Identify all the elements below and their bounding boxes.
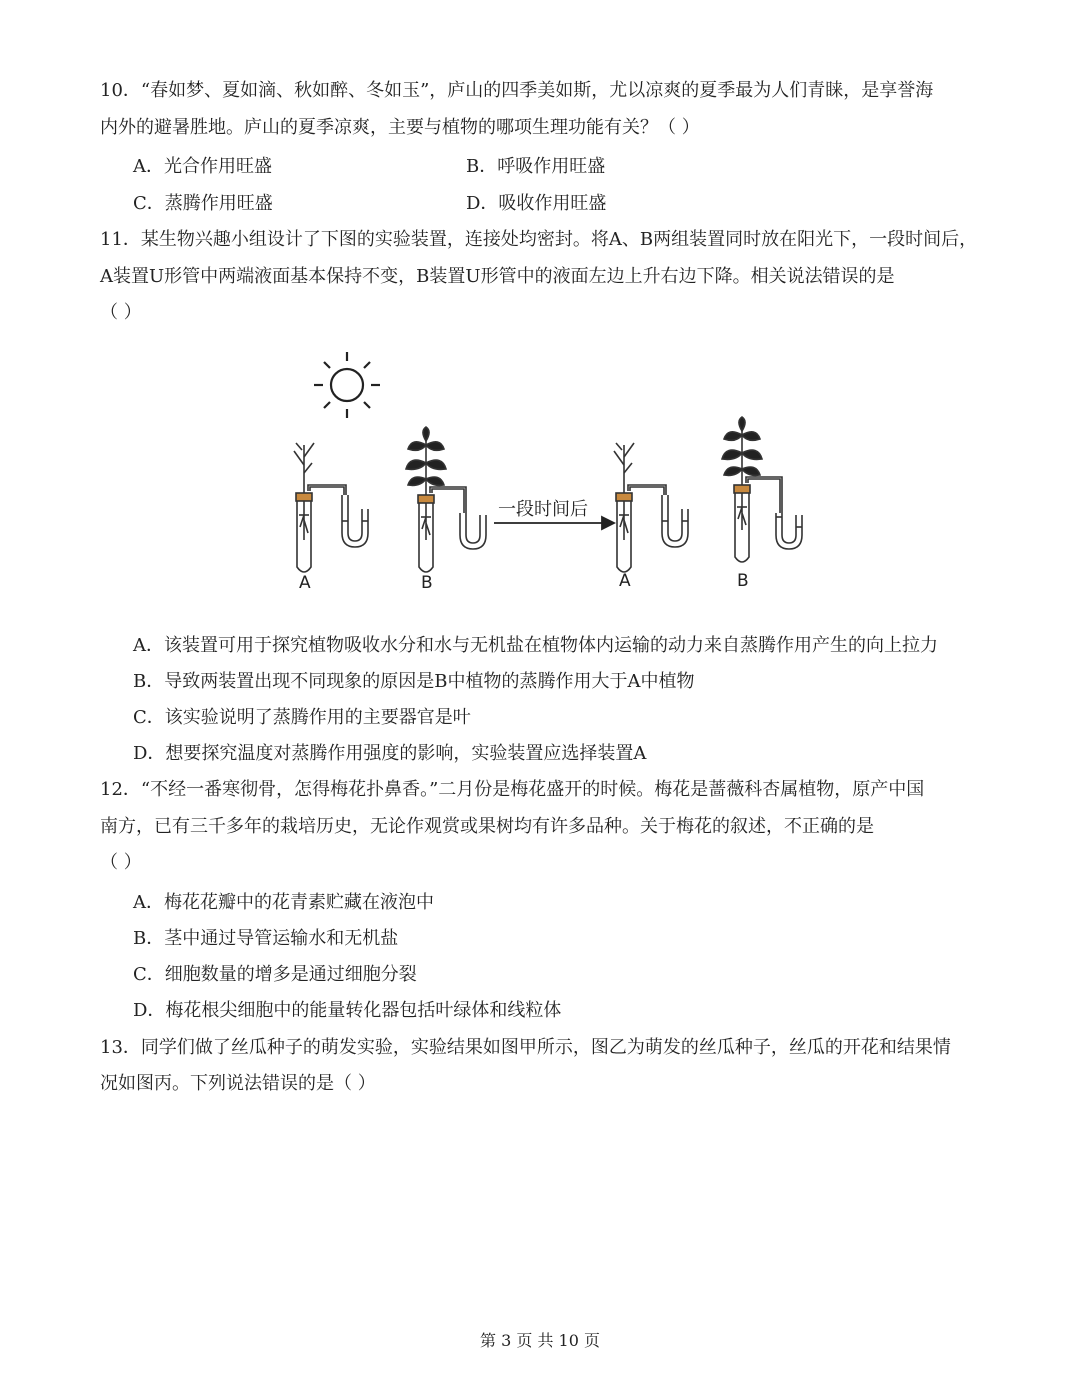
q13-line-2: 况如图丙。下列说法错误的是（ ） [100,1073,376,1094]
q11-option-b: B．导致两装置出现不同现象的原因是B中植物的蒸腾作用大于A中植物 [133,671,695,692]
apparatus-a-after [614,443,688,572]
q10-option-b: B．呼吸作用旺盛 [466,156,606,177]
q10-line-2: 内外的避暑胜地。庐山的夏季凉爽，主要与植物的哪项生理功能有关？（ ） [100,117,700,138]
sun-icon [314,352,380,418]
q10-option-d: D．吸收作用旺盛 [466,193,607,214]
apparatus-a-before [294,443,368,572]
q12-option-d: D．梅花根尖细胞中的能量转化器包括叶绿体和线粒体 [133,1000,562,1021]
apparatus-b-after [722,417,802,562]
q11-line-1: 11．某生物兴趣小组设计了下图的实验装置，连接处均密封。将A、B两组装置同时放在阳光下，一段时间后， [100,229,978,250]
q10-option-c: C．蒸腾作用旺盛 [133,193,273,214]
label-a-before: A [299,573,311,593]
apparatus-b-before [406,427,486,572]
q11-option-a: A．该装置可用于探究植物吸收水分和水与无机盐在植物体内运输的动力来自蒸腾作用产生的向上拉力 [133,635,938,656]
q13-line-1: 13．同学们做了丝瓜种子的萌发实验，实验结果如图甲所示，图乙为萌发的丝瓜种子，丝瓜的开花和结果情 [100,1037,951,1058]
q12-option-b: B．茎中通过导管运输水和无机盐 [133,928,399,949]
page-footer: 第 3 页 共 10 页 [480,1331,600,1350]
q12-answer-blank: （ ） [100,852,142,873]
label-a-after: A [619,571,631,591]
q12-line-2: 南方，已有三千多年的栽培历史，无论作观赏或果树均有许多品种。关于梅花的叙述，不正确的是 [100,816,874,837]
experiment-figure [280,345,820,605]
q11-answer-blank: （ ） [100,302,142,323]
arrow-label: 一段时间后 [498,499,588,520]
q12-option-a: A．梅花花瓣中的花青素贮藏在液泡中 [133,892,434,913]
q10-line-1: 10．“春如梦、夏如滴、秋如醉、冬如玉”，庐山的四季美如斯，尤以凉爽的夏季最为人们青睐，是享誉海 [100,80,934,101]
label-b-after: B [737,571,749,591]
q11-option-d: D．想要探究温度对蒸腾作用强度的影响，实验装置应选择装置A [133,743,647,764]
q10-option-a: A．光合作用旺盛 [133,156,272,177]
label-b-before: B [421,573,433,593]
experiment-diagram [280,345,820,605]
q11-line-2: A装置U形管中两端液面基本保持不变，B装置U形管中的液面左边上升右边下降。相关说法错误的是 [100,266,895,287]
q12-line-1: 12．“不经一番寒彻骨，怎得梅花扑鼻香。”二月份是梅花盛开的时候。梅花是蔷薇科杏属植物，原产中国 [100,779,925,800]
q12-option-c: C．细胞数量的增多是通过细胞分裂 [133,964,417,985]
q11-option-c: C．该实验说明了蒸腾作用的主要器官是叶 [133,707,471,728]
